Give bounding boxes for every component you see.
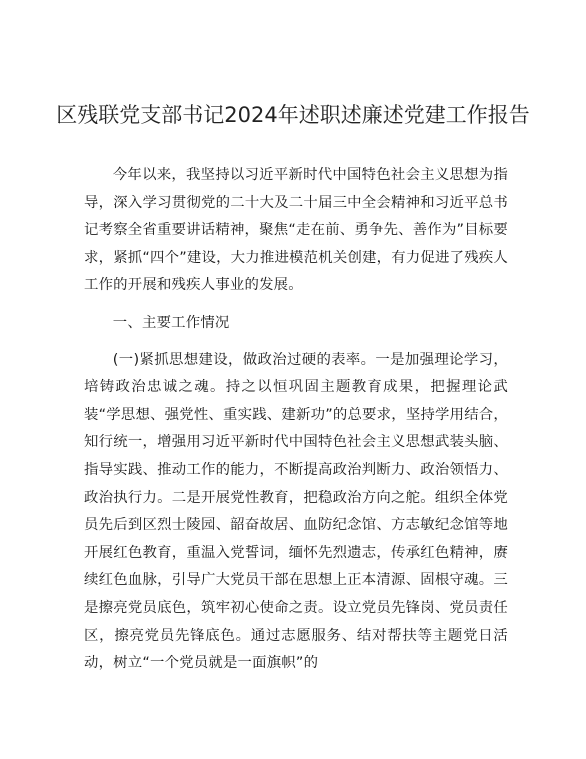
document-body	[84, 162, 508, 678]
body-paragraph: (一)紧抓思想建设，做政治过硬的表率。一是加强理论学习，培铸政治忠诚之魂。持之以恒巩固主题教育成果，把握理论武装“学思想、强党性、重实践、建新功”的总要求，坚持学用结合，知行统一，增强用习近平新时代中国特色社会主义思想武装头脑、指导实践、推动工作的能力，不断提高政治判断力、政治领悟力、政治执行力。二是开展党性教育，把稳政治方向之舵。组织全体党员先后到区烈士陵园、韶奋故居、血防纪念馆、方志敏纪念馆等地开展红色教育，重温入党誓词，缅怀先烈遗志，传承红色精神，赓续红色血脉，引导广大党员干部在思想上正本清源、固根守魂。三是擦亮党员底色，筑牢初心使命之责。设立党员先锋岗、党员责任区，擦亮党员先锋底色。通过志愿服务、结对帮扶等主题党日活动，树立“一个党员就是一面旗帜”的	[84, 351, 508, 672]
document-title: 区残联党支部书记2024年述职述廉述党建工作报告	[56, 103, 530, 127]
intro-paragraph: 今年以来，我坚持以习近平新时代中国特色社会主义思想为指导，深入学习贯彻党的二十大及二十届三中全会精神和习近平总书记考察全省重要讲话精神，聚焦“走在前、勇争先、善作为”目标要求，紧抓“四个”建设，大力推进模范机关创建，有力促进了残疾人工作的开展和残疾人事业的发展。	[84, 167, 508, 294]
section-heading: 一、主要工作情况	[112, 314, 230, 331]
